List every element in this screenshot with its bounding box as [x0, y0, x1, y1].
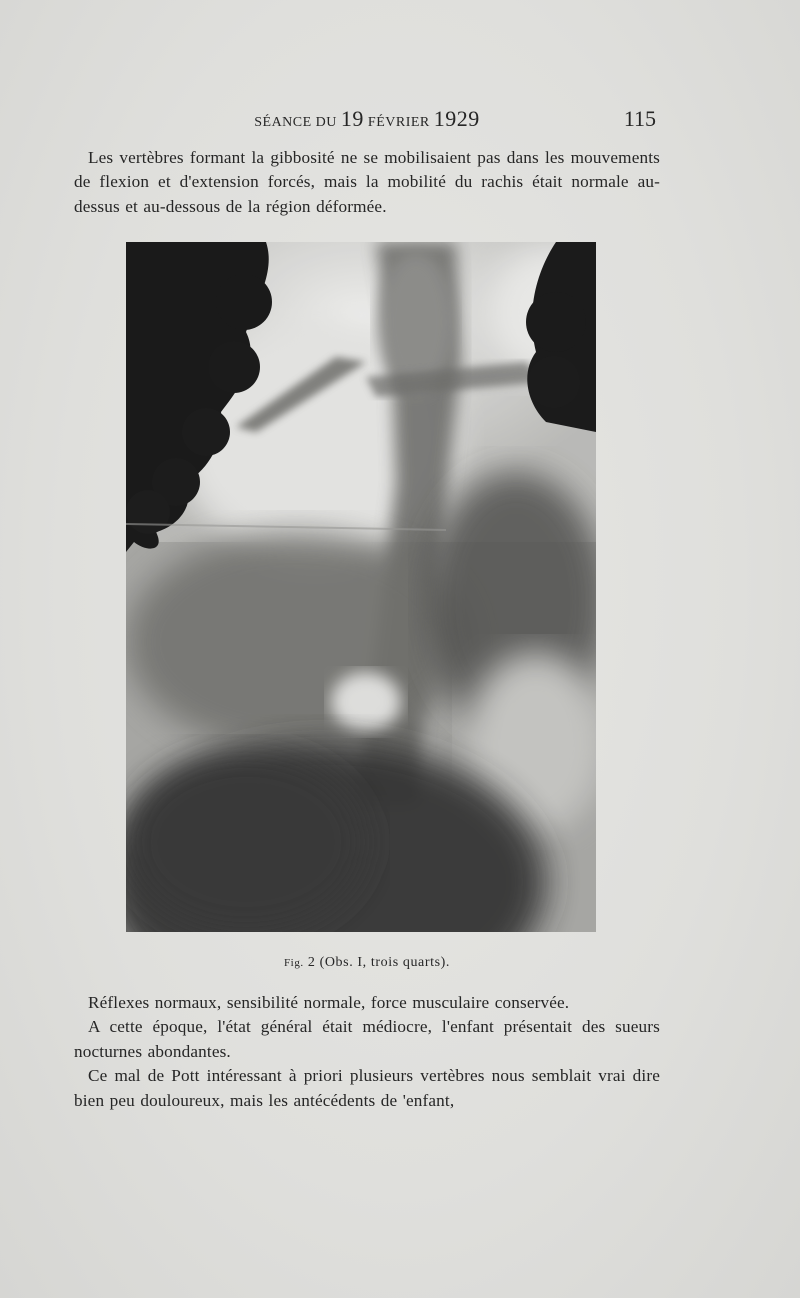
running-title-month: FÉVRIER [363, 115, 434, 130]
paragraph-text: Les vertèbres formant la gibbosité ne se mobilisaient pas dans les mouvements de flexion et d'extension forcés, mais la mobilité du rachis était normale au-dessus et au-dessous de la région déformée. [74, 148, 660, 216]
running-title-year: 1929 [433, 106, 480, 131]
paragraph-pott: Ce mal de Pott intéressant à priori plusieurs vertèbres nous semblait vrai dire bien peu douloureux, mais les antécédents de 'enfant, [74, 1066, 660, 1110]
figure-caption [74, 955, 660, 971]
running-title-prefix: SÉANCE DU [254, 115, 341, 130]
running-head [74, 104, 660, 134]
page-number: 115 [623, 106, 656, 131]
paragraph-general-state: A cette époque, l'état général était médiocre, l'enfant présentait des sueurs nocturnes abondantes. [74, 1017, 660, 1061]
paragraph-reflexes: Réflexes normaux, sensibilité normale, force musculaire conservée. [88, 993, 570, 1012]
figure-xray-image [126, 242, 596, 932]
paragraphs-bottom [74, 991, 660, 1113]
caption-text: 2 (Obs. I, trois quarts). [303, 955, 451, 970]
paragraph-top [74, 146, 660, 219]
running-title-day: 19 [340, 106, 364, 131]
running-title [74, 104, 660, 138]
caption-prefix: Fig. [283, 957, 304, 969]
